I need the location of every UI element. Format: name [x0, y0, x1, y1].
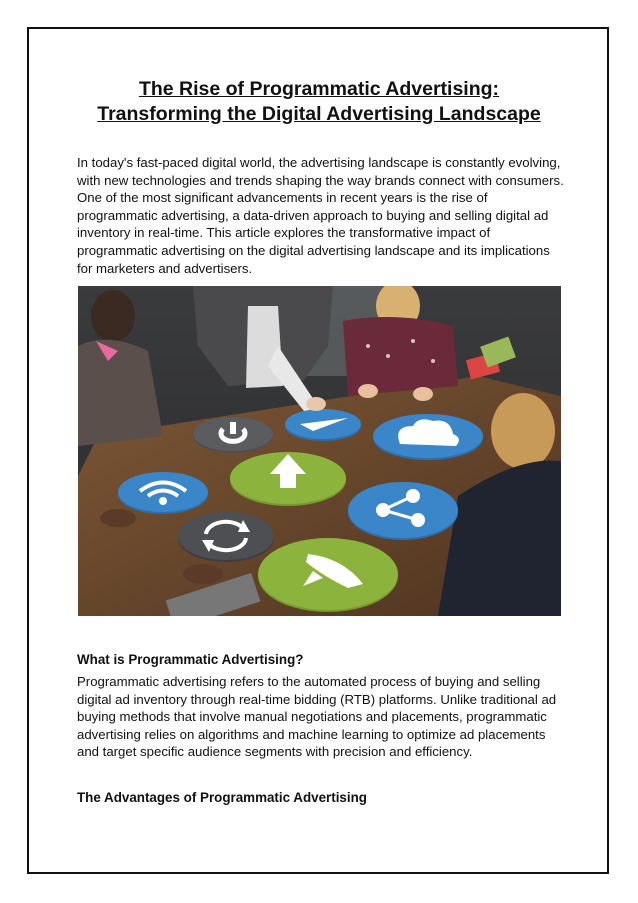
section-heading-what-is: What is Programmatic Advertising?	[77, 652, 304, 667]
article-title	[0, 77, 638, 127]
refresh-icon	[178, 512, 274, 562]
article-photo	[78, 286, 561, 616]
paper-plane-icon	[285, 409, 361, 441]
title-line-1: The Rise of Programmatic Advertising:	[138, 78, 500, 100]
intro-paragraph: In today's fast-paced digital world, the advertising landscape is constantly evolving, with new technologies and trends shaping the way brands connect with consumers. One of the most significant advancements in recent years is the rise of programmatic advertising, a data-driven approach to buying and selling digital ad inventory in real-time. This article explores the transformative impact of programmatic advertising on the digital advertising landscape and its implications for marketers and advertisers.	[77, 155, 564, 276]
section-paragraph-what-is: Programmatic advertising refers to the automated process of buying and selling digital ad inventory through real-time bidding (RTB) platforms. Unlike traditional ad buying methods that involve manual negotiations and placements, programmatic advertising relies on algorithms and machine learning to optimize ad placements and target specific audience segments with precision and efficiency.	[77, 674, 557, 760]
power-icon	[193, 417, 273, 453]
upload-arrow-icon	[230, 452, 346, 506]
title-line-2: Transforming the Digital Advertising Landscape	[97, 103, 541, 125]
share-icon	[348, 482, 458, 540]
section-heading-advantages: The Advantages of Programmatic Advertising	[77, 790, 367, 805]
wifi-icon	[118, 472, 208, 514]
cloud-icon	[373, 414, 483, 460]
rocket-icon	[258, 538, 398, 612]
